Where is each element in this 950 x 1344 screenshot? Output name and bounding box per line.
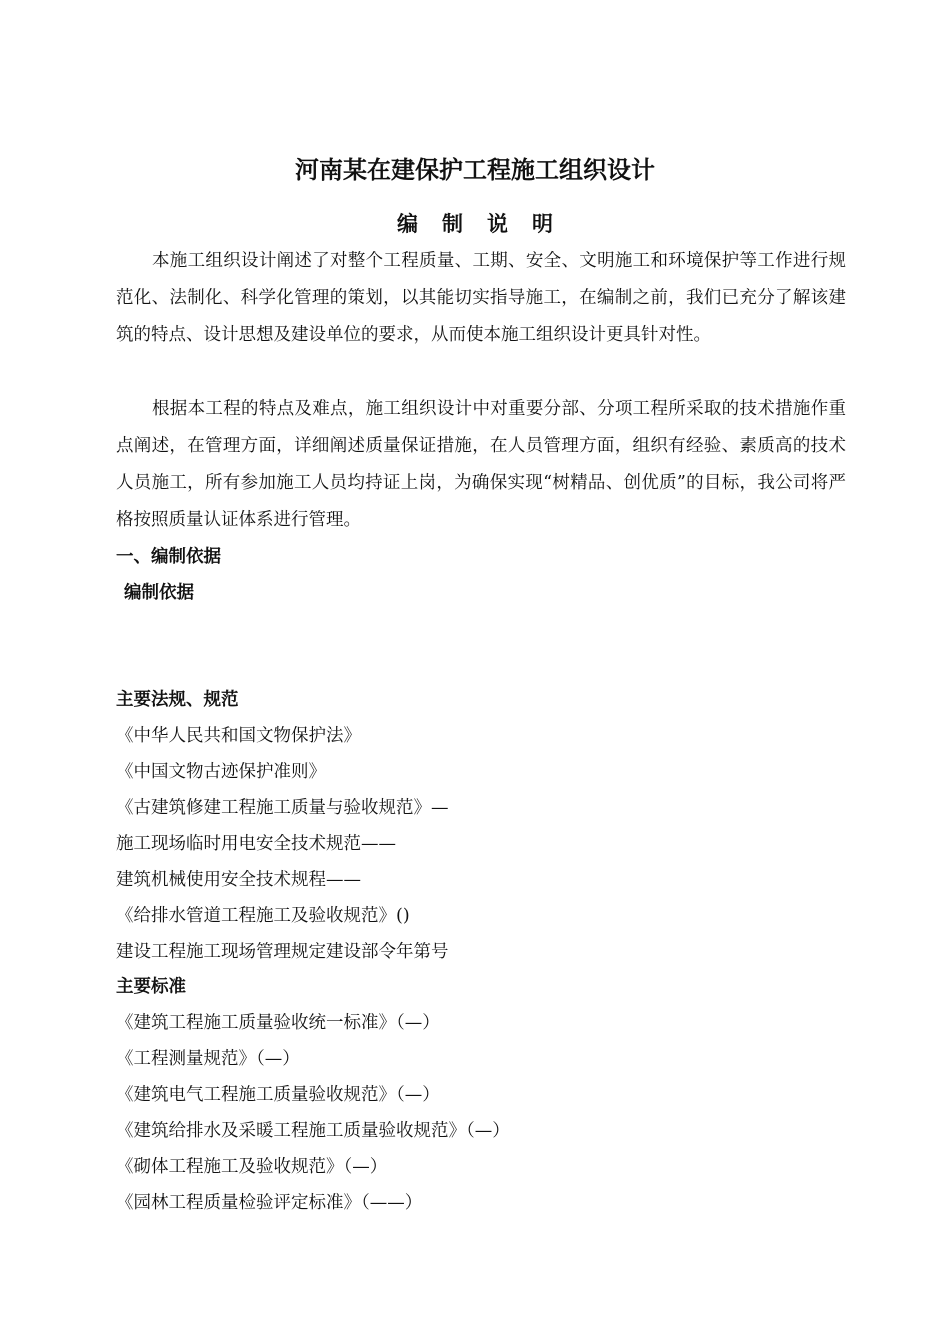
- list-item: 《建筑电气工程施工质量验收规范》（—）: [116, 1085, 440, 1105]
- list-item: 《砌体工程施工及验收规范》（—）: [116, 1157, 388, 1177]
- list-item: 《建筑工程施工质量验收统一标准》（—）: [116, 1013, 440, 1033]
- list-item: 施工现场临时用电安全技术规范——: [116, 834, 396, 854]
- section-heading: 一、编制依据: [116, 547, 221, 567]
- subsection-heading: 编制依据: [124, 583, 194, 603]
- subtitle-char: 编: [397, 212, 418, 236]
- subtitle-char: 说: [487, 212, 508, 236]
- list-item: 《中华人民共和国文物保护法》: [116, 726, 361, 746]
- intro-paragraph: 本施工组织设计阐述了对整个工程质量、工期、安全、文明施工和环境保护等工作进行规范化、法制化、科学化管理的策划，以其能切实指导施工，在编制之前，我们已充分了解该建筑的特点、设计思想及建设单位的要求，从而使本施工组织设计更具针对性。: [116, 251, 846, 345]
- list-item: 建设工程施工现场管理规定建设部令年第号: [116, 942, 449, 962]
- laws-heading: 主要法规、规范: [116, 690, 239, 710]
- list-item: 《古建筑修建工程施工质量与验收规范》—: [116, 798, 449, 818]
- document-title: 河南某在建保护工程施工组织设计: [295, 156, 655, 184]
- subtitle-char: 明: [532, 212, 553, 236]
- document-subtitle: [0, 207, 950, 241]
- list-item: 《建筑给排水及采暖工程施工质量验收规范》（—）: [116, 1121, 510, 1141]
- intro-paragraph: 根据本工程的特点及难点，施工组织设计中对重要分部、分项工程所采取的技术措施作重点阐述，在管理方面，详细阐述质量保证措施，在人员管理方面，组织有经验、素质高的技术人员施工，所有参加施工人员均持证上岗，为确保实现“树精品、创优质”的目标，我公司将严格按照质量认证体系进行管理。: [116, 399, 846, 530]
- list-item: 《园林工程质量检验评定标准》（——）: [116, 1193, 423, 1213]
- list-item: 《给排水管道工程施工及验收规范》(): [116, 906, 410, 926]
- standards-heading: 主要标准: [116, 977, 186, 997]
- subtitle-char: 制: [442, 212, 463, 236]
- list-item: 建筑机械使用安全技术规程——: [116, 870, 361, 890]
- list-item: 《中国文物古迹保护准则》: [116, 762, 326, 782]
- list-item: 《工程测量规范》（—）: [116, 1049, 300, 1069]
